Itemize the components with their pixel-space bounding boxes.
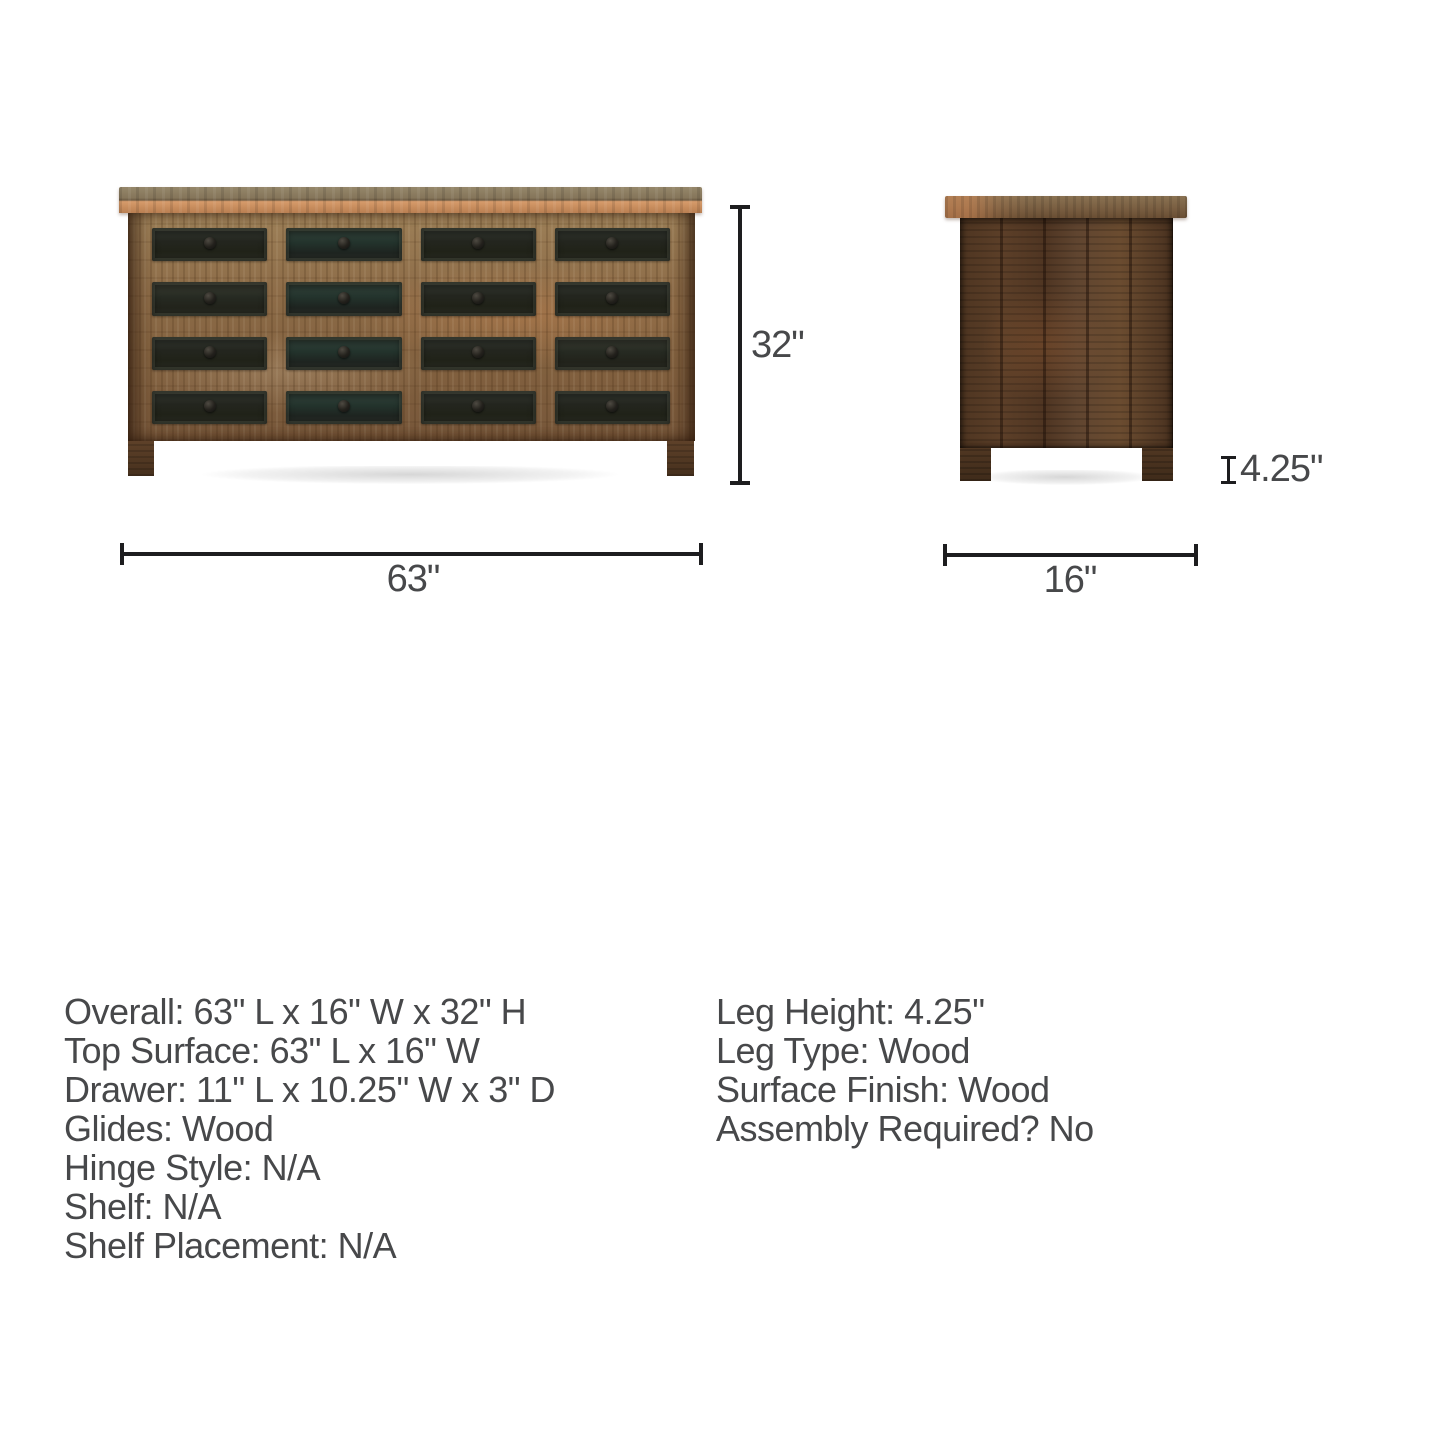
spec-leg-height: Leg Height: 4.25"	[716, 991, 985, 1032]
front-right-leg	[667, 441, 694, 476]
drawer-knob-icon	[472, 346, 484, 358]
drawer-knob-icon	[338, 346, 350, 358]
drawer-knob-icon	[472, 400, 484, 412]
drawer	[421, 282, 536, 315]
side-view-top-surface	[945, 196, 1187, 218]
height-dimension-line	[738, 205, 742, 485]
spec-overall: Overall: 63" L x 16" W x 32" H	[64, 991, 527, 1032]
spec-glides: Glides: Wood	[64, 1108, 274, 1149]
spec-top-surface: Top Surface: 63" L x 16" W	[64, 1030, 480, 1071]
drawer	[286, 228, 401, 261]
spec-shelf: Shelf: N/A	[64, 1186, 222, 1227]
drawer-knob-icon	[606, 237, 618, 249]
front-view-shadow	[130, 466, 690, 490]
drawer-knob-icon	[472, 292, 484, 304]
front-width-dimension-label: 63"	[386, 558, 440, 600]
front-view-body	[128, 213, 695, 441]
drawer	[286, 282, 401, 315]
drawer	[152, 337, 267, 370]
drawer-knob-icon	[204, 292, 216, 304]
drawer	[555, 337, 670, 370]
spec-surface-finish: Surface Finish: Wood	[716, 1069, 1050, 1110]
height-dimension-label: 32"	[751, 324, 804, 366]
spec-drawer: Drawer: 11" L x 10.25" W x 3" D	[64, 1069, 556, 1110]
side-width-dimension-line	[943, 553, 1198, 557]
leg-height-dimension-label: 4.25"	[1240, 448, 1323, 490]
spec-hinge-style: Hinge Style: N/A	[64, 1147, 321, 1188]
side-left-leg	[960, 448, 991, 481]
front-drawer-grid	[152, 228, 670, 424]
drawer-knob-icon	[338, 292, 350, 304]
front-width-dimension-line	[120, 552, 703, 556]
front-left-leg	[128, 441, 154, 476]
drawer	[152, 391, 267, 424]
drawer-knob-icon	[204, 237, 216, 249]
side-view-body	[960, 218, 1173, 448]
drawer-knob-icon	[204, 346, 216, 358]
drawer	[421, 228, 536, 261]
drawer	[152, 282, 267, 315]
drawer	[555, 228, 670, 261]
drawer	[286, 391, 401, 424]
spec-leg-type: Leg Type: Wood	[716, 1030, 970, 1071]
drawer-knob-icon	[606, 292, 618, 304]
front-view-top-surface	[119, 187, 702, 213]
specs-left-column	[64, 992, 555, 1265]
drawer-knob-icon	[606, 346, 618, 358]
drawer-knob-icon	[472, 237, 484, 249]
drawer	[286, 337, 401, 370]
side-width-dimension-label: 16"	[1043, 559, 1097, 601]
drawer	[421, 337, 536, 370]
leg-height-dimension-line	[1227, 456, 1230, 484]
drawer-knob-icon	[338, 237, 350, 249]
drawer	[555, 391, 670, 424]
drawer-knob-icon	[204, 400, 216, 412]
drawer	[555, 282, 670, 315]
drawer-knob-icon	[338, 400, 350, 412]
drawer	[421, 391, 536, 424]
spec-assembly-required: Assembly Required? No	[716, 1108, 1094, 1149]
drawer-knob-icon	[606, 400, 618, 412]
spec-shelf-placement: Shelf Placement: N/A	[64, 1225, 397, 1266]
side-right-leg	[1142, 448, 1173, 481]
specs-right-column	[716, 992, 1094, 1148]
drawer	[152, 228, 267, 261]
